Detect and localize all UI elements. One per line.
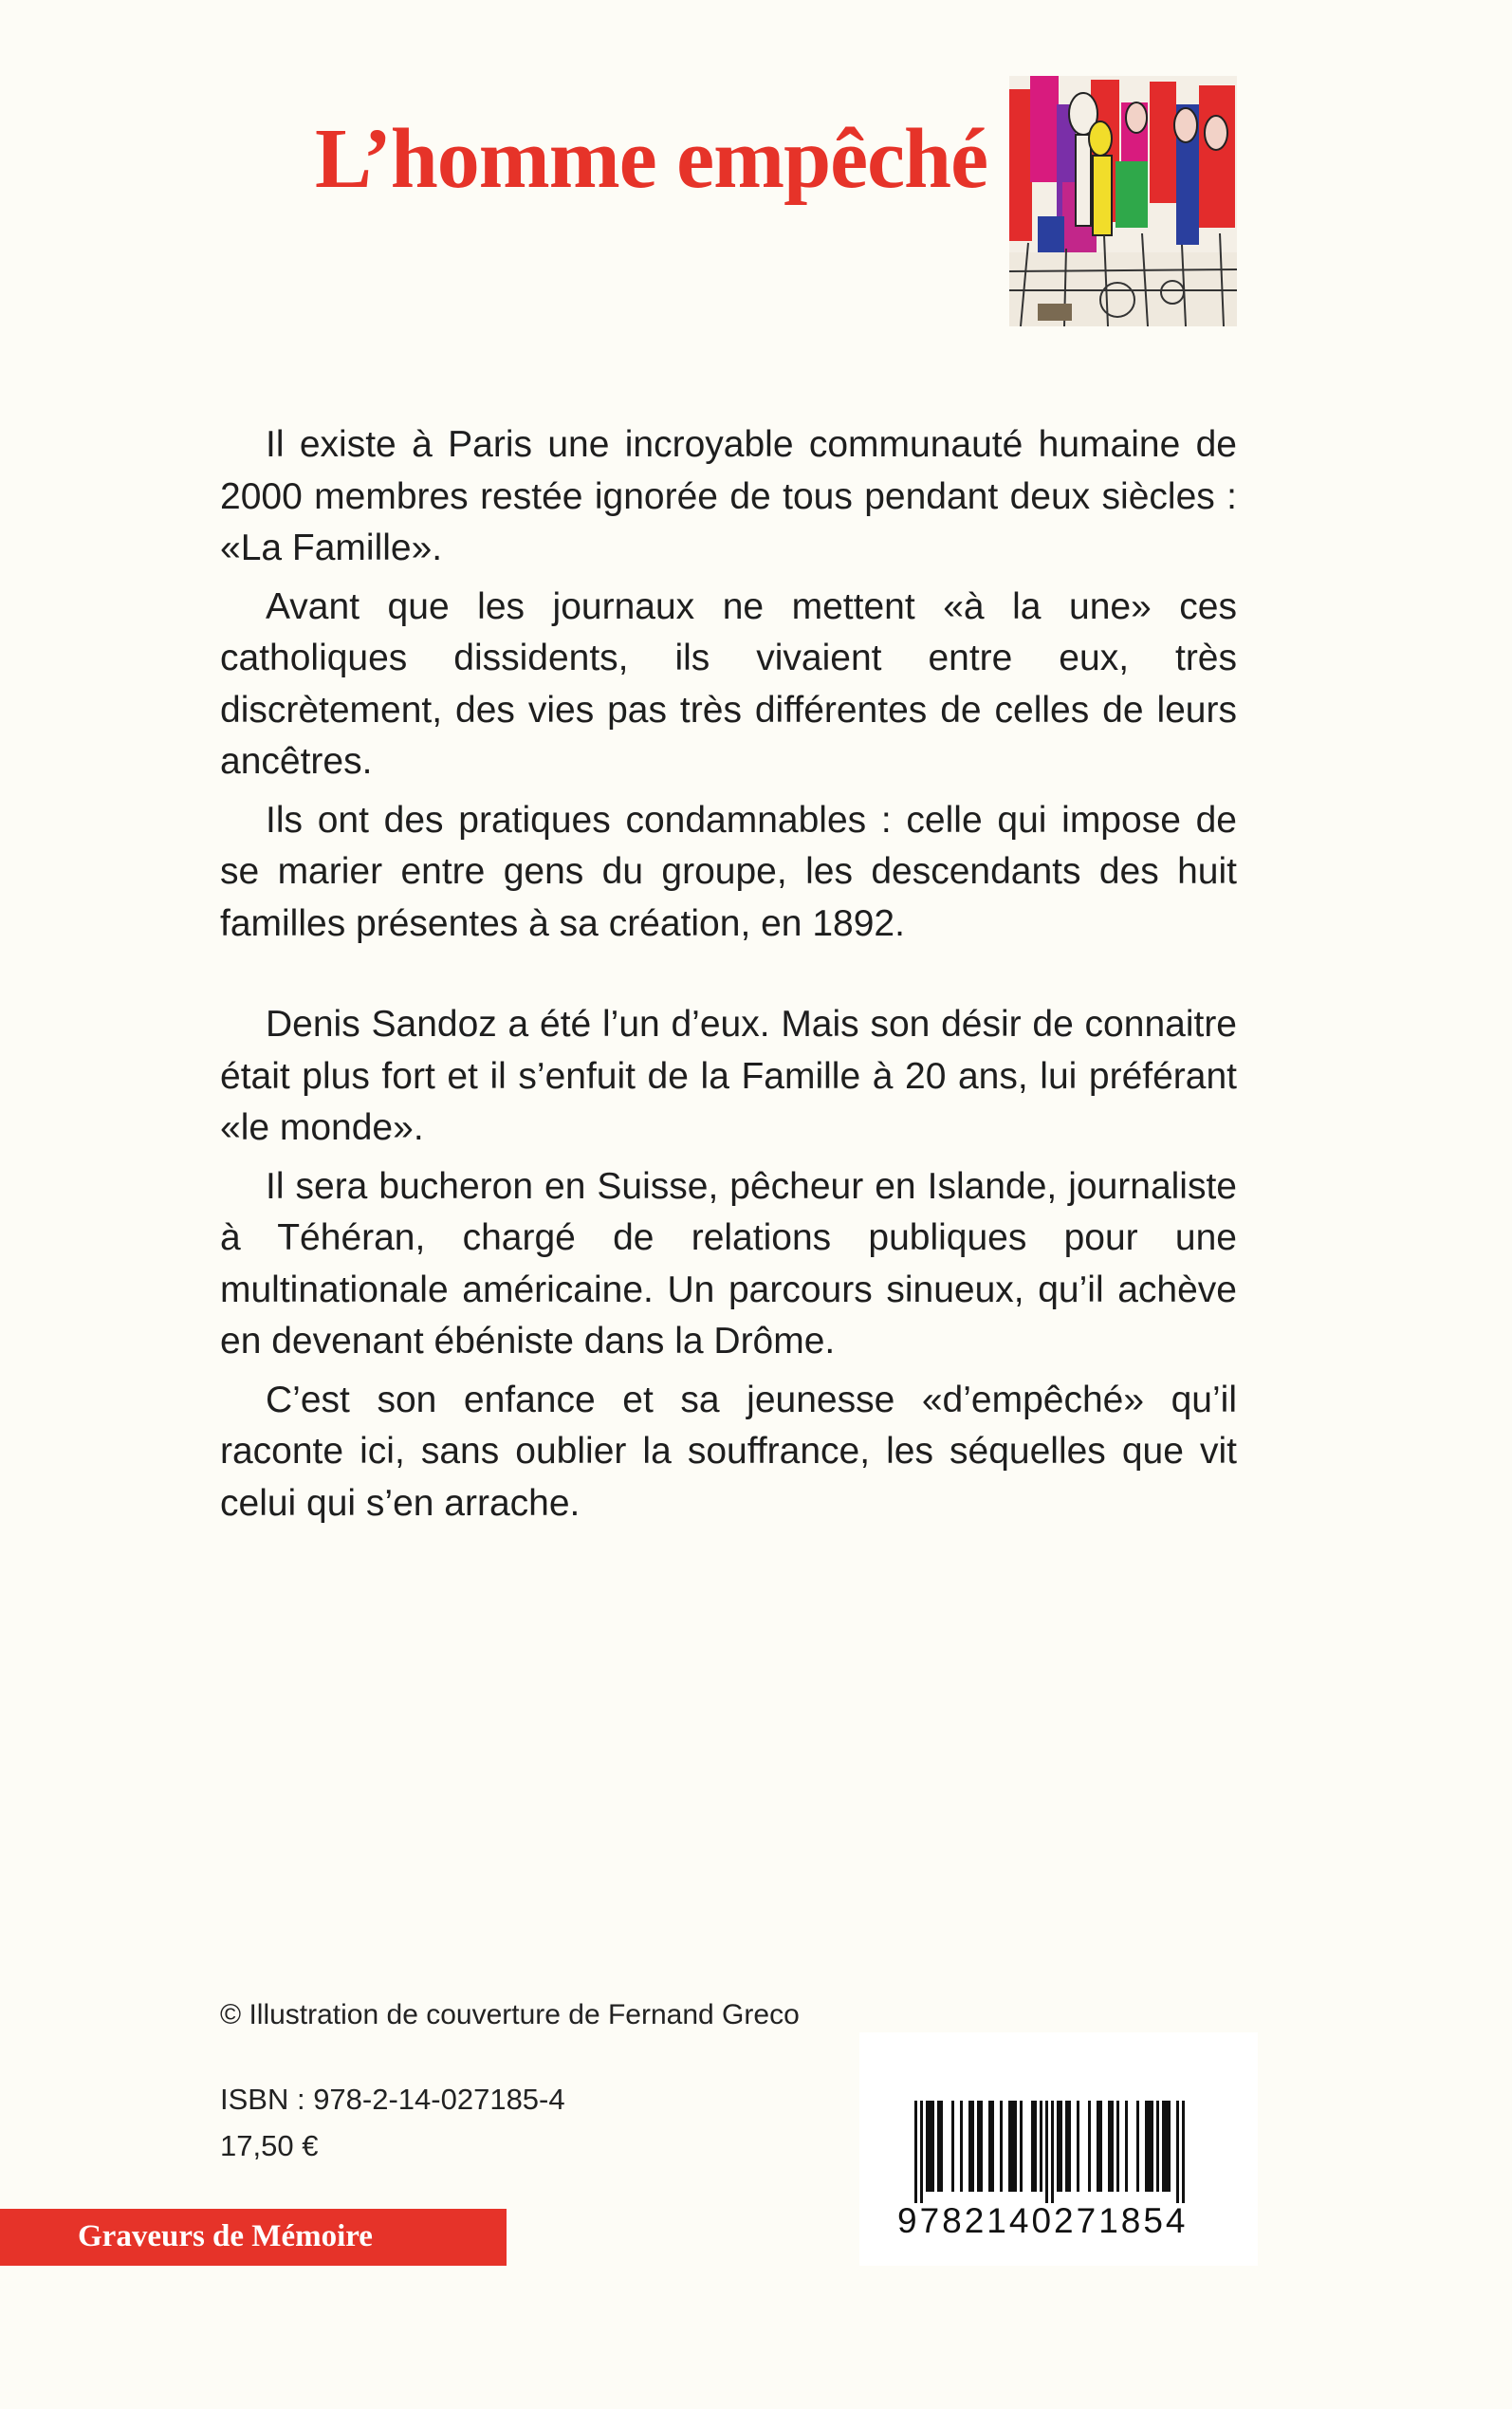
- book-title: L’homme empêché: [315, 112, 988, 206]
- back-cover-blurb: [220, 419, 1237, 1536]
- barcode-bar: [1116, 2101, 1119, 2192]
- barcode-bar: [929, 2101, 931, 2192]
- barcode-bar: [931, 2101, 934, 2192]
- barcode-bar: [1136, 2101, 1139, 2192]
- blurb-paragraph: Ils ont des pratiques condamnables : celle qui impose de se marier entre gens du groupe, les descendants des huit familles présentes à sa création, en 1892.: [220, 799, 1237, 944]
- barcode-bar: [1108, 2101, 1111, 2192]
- barcode-bars: [914, 2101, 1205, 2203]
- barcode-bar: [1040, 2101, 1042, 2192]
- barcode-bar: [1182, 2101, 1185, 2203]
- barcode-bar: [1088, 2101, 1091, 2192]
- barcode-bar: [1057, 2101, 1060, 2192]
- barcode-bar: [1168, 2101, 1171, 2192]
- blurb-paragraph: Il existe à Paris une incroyable communauté humaine de 2000 membres restée ignorée de tous pendant deux siècles : «La Famille».: [220, 424, 1237, 568]
- barcode-bar: [940, 2101, 943, 2192]
- barcode-bar: [920, 2101, 923, 2203]
- barcode-bar: [1162, 2101, 1165, 2192]
- cover-illustration: [1009, 76, 1237, 326]
- barcode-bar: [1148, 2101, 1151, 2192]
- barcode-bar: [1151, 2101, 1153, 2192]
- barcode-bar: [1125, 2101, 1128, 2192]
- blurb-paragraph: Denis Sandoz a été l’un d’eux. Mais son désir de connaitre était plus fort et il s’enfuit de la Famille à 20 ans, lui préférant «le monde».: [220, 1004, 1237, 1148]
- barcode-bar: [1060, 2101, 1062, 2192]
- barcode-bar: [1165, 2101, 1168, 2192]
- barcode-bar: [1008, 2101, 1011, 2192]
- isbn: ISBN : 978-2-14-027185-4: [220, 2083, 565, 2116]
- illustration-credit: © Illustration de couverture de Fernand Greco: [220, 1999, 800, 2030]
- blurb-paragraph: C’est son enfance et sa jeunesse «d’empêché» qu’il raconte ici, sans oublier la souffrance, les séquelles que vit celui qui s’en arrache.: [220, 1379, 1237, 1524]
- barcode-bar: [960, 2101, 963, 2192]
- barcode-bar: [1077, 2101, 1079, 2192]
- barcode-bar: [1031, 2101, 1034, 2192]
- barcode-bar: [926, 2101, 929, 2192]
- barcode-bar: [991, 2101, 994, 2192]
- barcode-bar: [951, 2101, 954, 2192]
- barcode-bar: [1068, 2101, 1071, 2192]
- barcode-bar: [980, 2101, 983, 2192]
- barcode-bar: [977, 2101, 980, 2192]
- barcode-bar: [1065, 2101, 1068, 2192]
- barcode-bar: [1176, 2101, 1179, 2203]
- barcode-bar: [968, 2101, 971, 2192]
- barcode-bar: [1020, 2101, 1023, 2192]
- barcode-digits: 9782140271854: [897, 2201, 1189, 2240]
- barcode-area: [859, 2032, 1258, 2266]
- collection-name: Graveurs de Mémoire: [78, 2219, 373, 2253]
- barcode-bar: [1097, 2101, 1099, 2192]
- barcode-bar: [971, 2101, 974, 2192]
- barcode-bar: [1145, 2101, 1148, 2192]
- barcode-bar: [1034, 2101, 1037, 2192]
- barcode-bar: [1156, 2101, 1159, 2192]
- barcode-bar: [937, 2101, 940, 2192]
- barcode-bar: [1014, 2101, 1017, 2192]
- price: 17,50 €: [220, 2129, 319, 2162]
- barcode-bar: [1000, 2101, 1003, 2192]
- barcode-bar: [1045, 2101, 1048, 2203]
- blurb-paragraph: Avant que les journaux ne mettent «à la une» ces catholiques dissidents, ils vivaient entre eux, très discrètement, des vies pas très différentes de celles de leurs ancêtres.: [220, 585, 1237, 782]
- blurb-paragraph: Il sera bucheron en Suisse, pêcheur en Islande, journaliste à Téhéran, chargé de relations publiques pour une multinationale américaine. Un parcours sinueux, qu’il achève en devenant ébéniste dans la Drôme.: [220, 1165, 1237, 1362]
- barcode-bar: [1011, 2101, 1014, 2192]
- barcode-bar: [1051, 2101, 1054, 2203]
- barcode-bar: [1111, 2101, 1114, 2192]
- barcode-bar: [988, 2101, 991, 2192]
- collection-band: [0, 2209, 507, 2266]
- barcode-bar: [1099, 2101, 1102, 2192]
- barcode-bar: [914, 2101, 917, 2203]
